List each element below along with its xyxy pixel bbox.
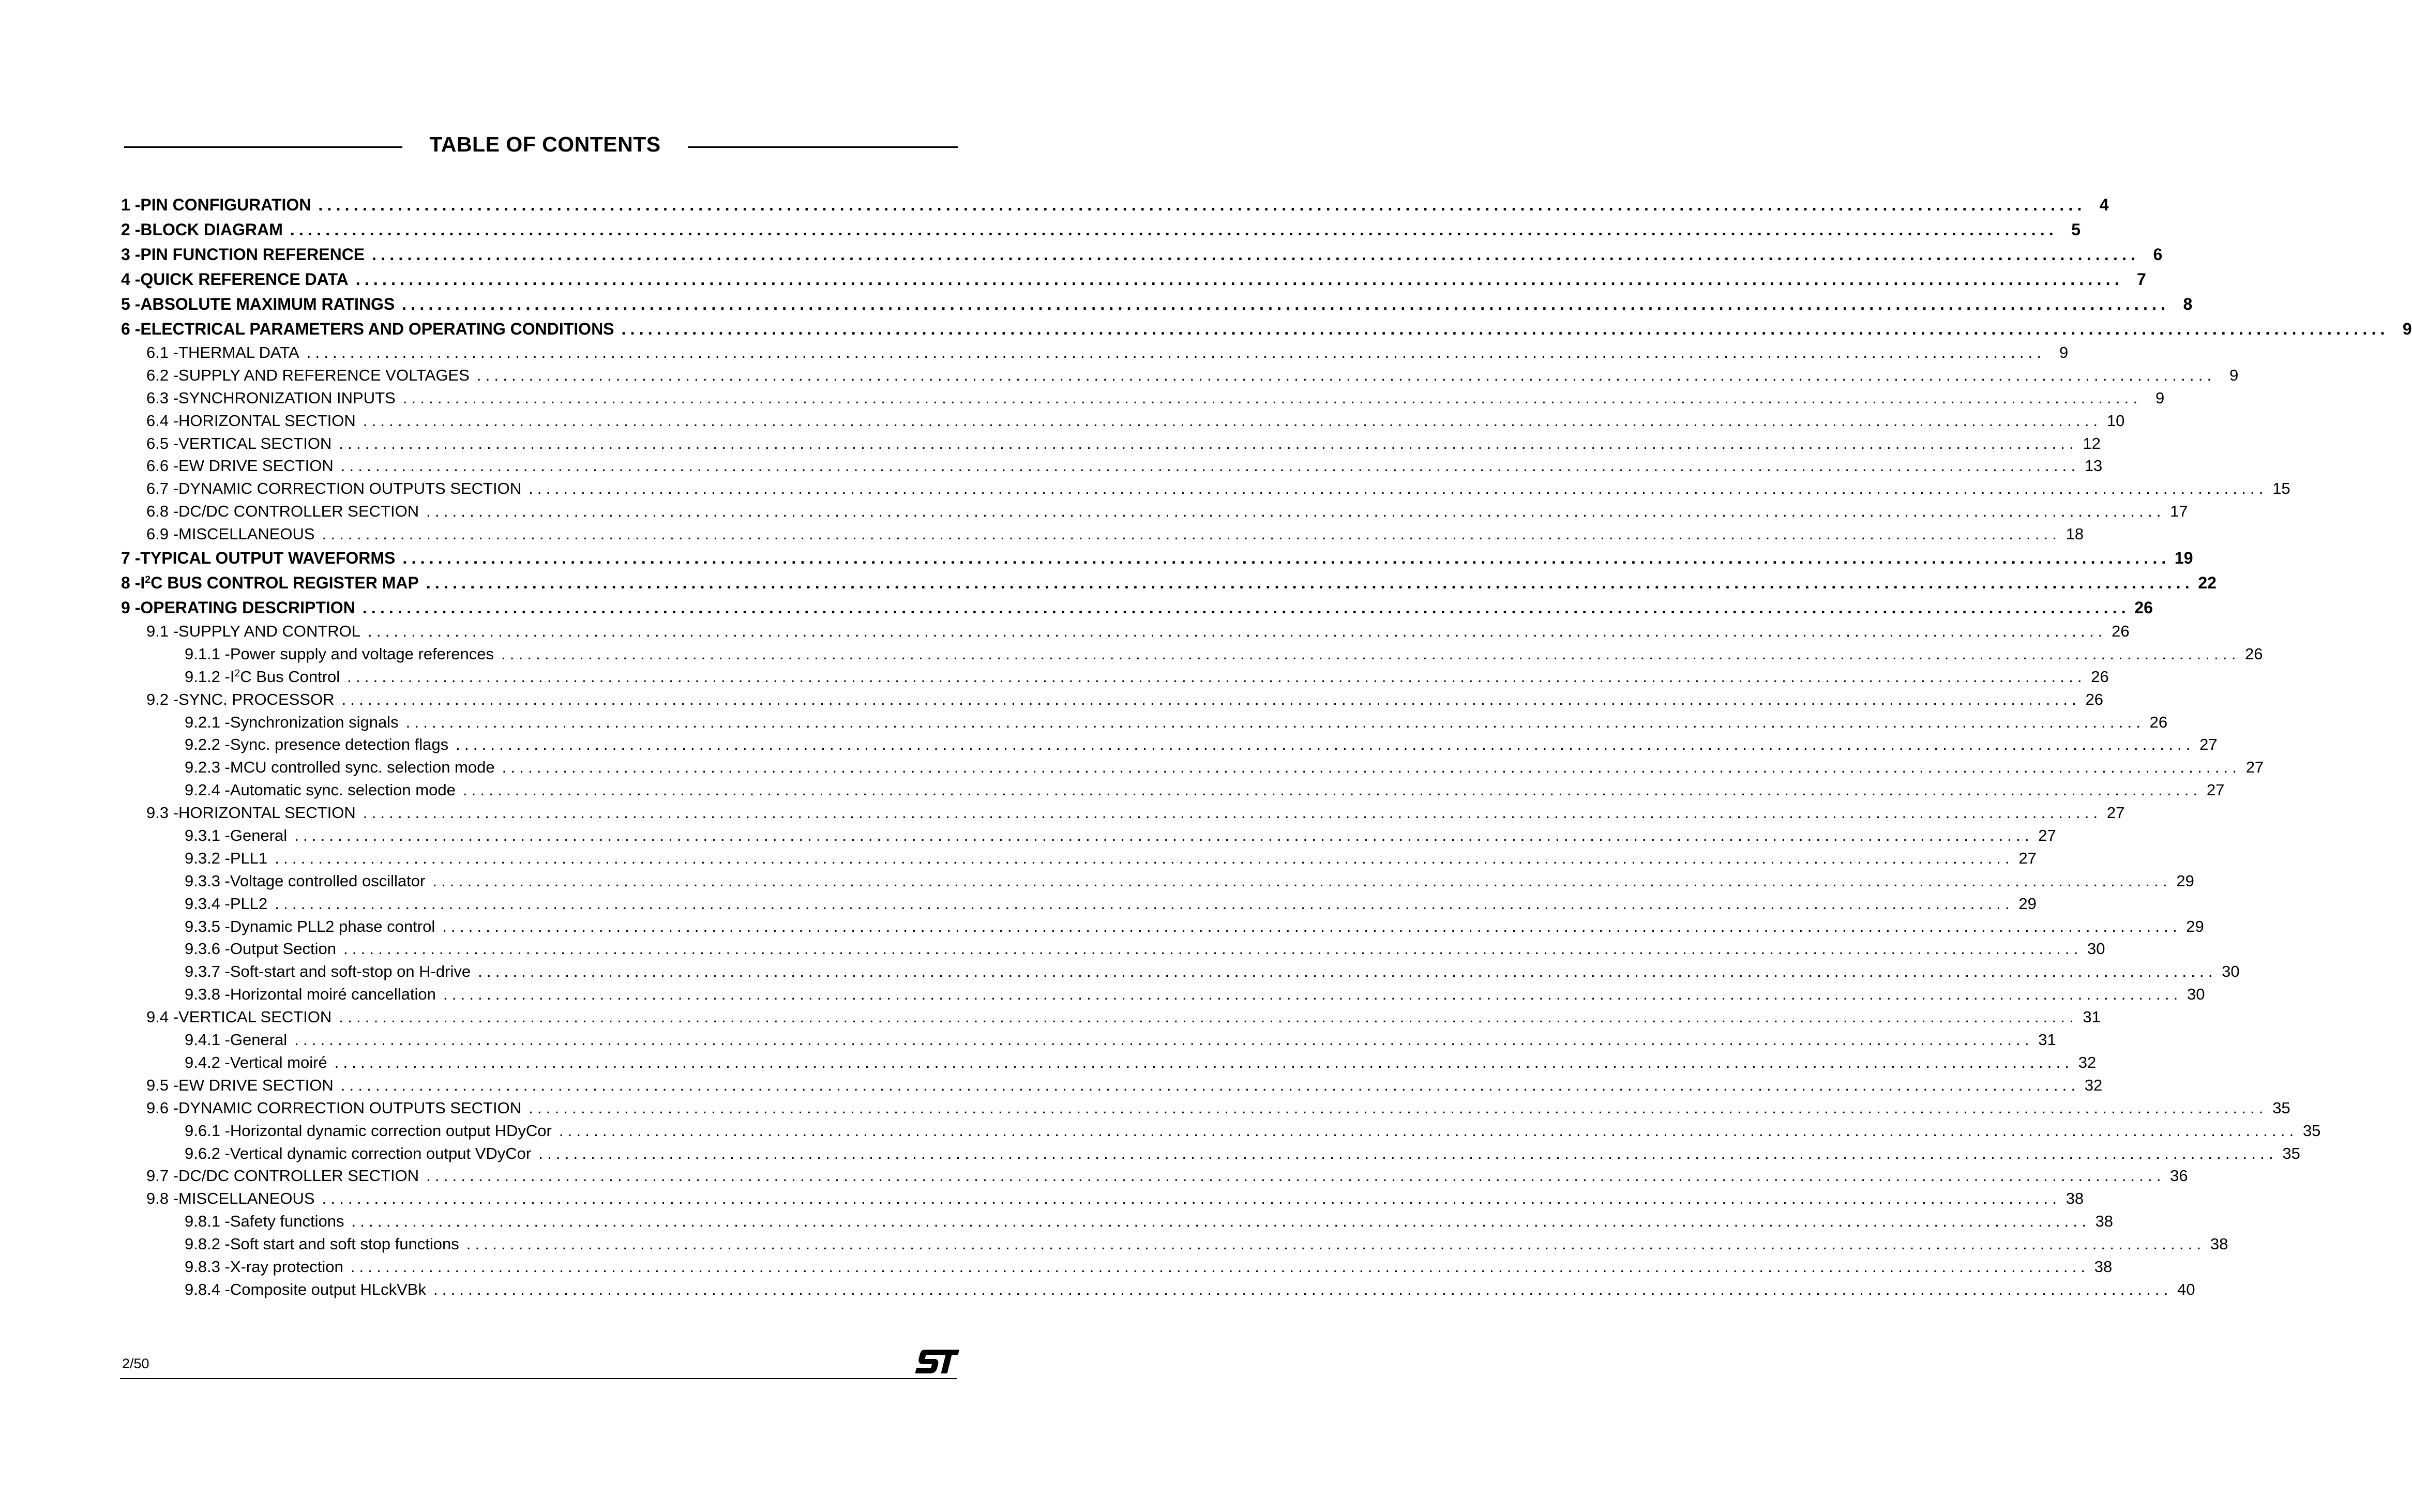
title-rule-left [124,146,402,148]
dot-leader: ........................................................................................................................................................................................................ [339,1008,2078,1026]
toc-entry [146,500,2188,523]
toc-entry-label: 9.2 -SYNC. PROCESSOR [146,690,335,708]
dot-leader: ........................................................................................................................................................................................................ [529,479,2268,498]
toc-entry [121,267,2146,292]
toc-entry [146,802,2125,824]
toc-entry [185,870,2194,893]
toc-entry-label: 9.2.1 -Synchronization signals [185,713,399,731]
toc-entry [185,1029,2056,1051]
toc-entry-page: 30 [2187,985,2205,1004]
toc-entry [146,523,2084,546]
toc-entry-page: 17 [2170,502,2188,521]
toc-entry-page: 29 [2018,894,2037,913]
toc-entry-page: 9 [2229,366,2239,384]
toc-entry-page: 10 [2106,411,2125,430]
toc-entry [146,620,2130,643]
toc-entry [121,192,2109,217]
page-number: 2/50 [122,1356,149,1371]
toc-entry [185,666,2109,688]
dot-leader: ........................................................................................................................................................................................................ [402,388,2142,407]
table-of-contents [0,192,2412,1301]
footer-rule [120,1378,957,1379]
toc-entry-page: 18 [2066,525,2084,543]
toc-entry-label: 6.8 -DC/DC CONTROLLER SECTION [146,502,419,521]
toc-entry-label: 6.5 -VERTICAL SECTION [146,434,332,452]
toc-entry-label: 9.3.3 -Voltage controlled oscillator [185,871,426,890]
dot-leader: ........................................................................................................................................................................................................ [294,826,2033,845]
toc-entry [146,455,2103,477]
toc-entry-label: 9.3.8 -Horizontal moiré cancellation [185,985,436,1004]
toc-entry-label: 9.3.6 -Output Section [185,940,336,958]
toc-entry [146,477,2290,500]
toc-entry-page: 5 [2071,220,2081,239]
toc-entry-page: 29 [2176,871,2194,890]
dot-leader: ........................................................................................................................................................................................................ [402,549,2170,568]
dot-leader: ........................................................................................................................................................................................................ [275,894,2014,913]
toc-entry-label: 9.8.2 -Soft start and soft stop functions [185,1235,459,1253]
toc-entry [146,1165,2188,1187]
toc-entry-label: 9.5 -EW DRIVE SECTION [146,1076,334,1094]
toc-entry-label: 9.8.3 -X-ray protection [185,1257,343,1276]
dot-leader: ........................................................................................................................................................................................................ [462,781,2202,799]
toc-entry [146,688,2104,711]
toc-entry-label: 9.1.1 -Power supply and voltage references [185,644,494,663]
toc-entry-page: 13 [2084,457,2103,475]
superscript: 2 [145,574,151,586]
toc-entry [146,341,2069,364]
toc-entry [185,938,2105,960]
toc-entry [146,1074,2103,1097]
toc-entry-label: 8 $-I^2C$ BUS CONTROL REGISTER MAP [121,573,419,593]
toc-entry-label: 4 -QUICK REFERENCE DATA [121,270,349,289]
toc-entry-page: 30 [2087,940,2105,958]
toc-entry-page: 27 [2018,849,2037,867]
toc-entry-label: 6.3 -SYNCHRONIZATION INPUTS [146,388,396,407]
toc-entry-label: 9.4 -VERTICAL SECTION [146,1008,332,1026]
toc-entry [121,546,2193,570]
dot-leader: ........................................................................................................................................................................................................ [529,1098,2268,1117]
toc-entry [185,711,2168,734]
toc-entry-page: 26 [2112,622,2130,641]
dot-leader: ........................................................................................................................................................................................................ [502,758,2241,777]
dot-leader: ........................................................................................................................................................................................................ [478,962,2217,981]
toc-entry-page: 26 [2091,667,2109,686]
dot-leader: ........................................................................................................................................................................................................ [426,502,2165,521]
toc-entry-label: 1 -PIN CONFIGURATION [121,195,311,214]
dot-leader: ........................................................................................................................................................................................................ [275,849,2014,867]
toc-entry-label: 6.1 -THERMAL DATA [146,343,299,361]
toc-entry-label: 9.7 -DC/DC CONTROLLER SECTION [146,1167,419,1185]
dot-leader: ........................................................................................................................................................................................................ [372,245,2140,264]
toc-entry-label: 6.2 -SUPPLY AND REFERENCE VOLTAGES [146,366,470,384]
dot-leader: ........................................................................................................................................................................................................ [538,1144,2278,1162]
toc-entry-page: 38 [2094,1257,2113,1276]
page-header [124,129,958,162]
toc-entry-label: 9.1.2 $-I^2C$ Bus Control [185,667,340,686]
superscript: 2 [234,668,240,679]
toc-entry-page: 26 [2245,644,2263,663]
toc-entry [146,364,2239,387]
toc-entry-page: 35 [2302,1121,2321,1140]
toc-entry-label: 9.8.4 -Composite output HLckVBk [185,1280,426,1298]
toc-entry-page: 8 [2183,295,2193,313]
dot-leader: ........................................................................................................................................................................................................ [340,1076,2080,1094]
toc-entry-label: 7 -TYPICAL OUTPUT WAVEFORMS [121,549,396,568]
toc-entry-label: 6.7 -DYNAMIC CORRECTION OUTPUTS SECTION [146,479,522,498]
dot-leader: ........................................................................................................................................................................................................ [621,320,2389,338]
toc-entry-label: 9.2.3 -MCU controlled sync. selection mode [185,758,495,777]
toc-entry [185,1120,2321,1142]
toc-entry [185,779,2225,802]
toc-entry-page: 27 [2206,781,2225,799]
dot-leader: ........................................................................................................................................................................................................ [318,195,2086,214]
toc-entry [185,756,2264,779]
toc-entry-label: 9.3 -HORIZONTAL SECTION [146,804,356,822]
dot-leader: ........................................................................................................................................................................................................ [340,457,2080,475]
toc-entry-page: 30 [2222,962,2240,981]
toc-entry [185,915,2204,938]
toc-entry-label: 9.6 -DYNAMIC CORRECTION OUTPUTS SECTION [146,1098,522,1117]
toc-entry-page: 38 [2066,1189,2084,1208]
toc-entry [121,242,2163,267]
dot-leader: ........................................................................................................................................................................................................ [456,735,2195,754]
toc-entry [121,595,2153,620]
dot-leader: ........................................................................................................................................................................................................ [322,1189,2061,1208]
toc-entry [185,1051,2097,1074]
toc-entry-label: 9 -OPERATING DESCRIPTION [121,598,355,617]
dot-leader: ........................................................................................................................................................................................................ [347,667,2086,686]
toc-entry [185,1256,2113,1278]
toc-entry-page: 36 [2170,1167,2188,1185]
toc-entry [185,1210,2114,1233]
toc-entry-page: 32 [2084,1076,2103,1094]
toc-entry [146,432,2101,455]
toc-entry-label: 5 -ABSOLUTE MAXIMUM RATINGS [121,295,395,313]
toc-entry [146,1097,2290,1120]
toc-entry [121,316,2412,341]
toc-entry-page: 12 [2083,434,2101,452]
toc-entry [185,893,2037,915]
toc-entry-label: 9.3.2 -PLL1 [185,849,268,867]
toc-entry [185,1233,2228,1256]
toc-entry-page: 22 [2198,573,2217,593]
toc-entry [146,410,2125,432]
toc-entry-label: 2 -BLOCK DIAGRAM [121,220,283,239]
toc-entry-label: 9.3.5 -Dynamic PLL2 phase control [185,917,435,935]
toc-entry-label: 6.4 -HORIZONTAL SECTION [146,411,356,430]
toc-entry [185,824,2056,847]
toc-entry-page: 9 [2059,343,2069,361]
toc-entry-label: 9.8 -MISCELLANEOUS [146,1189,315,1208]
toc-entry-page: 38 [2210,1235,2228,1253]
page-title: TABLE OF CONTENTS [429,132,661,156]
title-rule-right [688,146,958,148]
dot-leader: ........................................................................................................................................................................................................ [405,713,2145,731]
toc-entry-label: 6.9 -MISCELLANEOUS [146,525,315,543]
toc-entry-page: 26 [2085,690,2104,708]
toc-entry [185,1142,2300,1165]
toc-entry-page: 6 [2153,245,2163,264]
toc-entry-label: 9.3.7 -Soft-start and soft-stop on H-drive [185,962,471,981]
toc-entry [121,570,2217,595]
dot-leader: ........................................................................................................................................................................................................ [350,1257,2090,1276]
dot-leader: ........................................................................................................................................................................................................ [466,1235,2206,1253]
dot-leader: ........................................................................................................................................................................................................ [426,1167,2165,1185]
dot-leader: ........................................................................................................................................................................................................ [341,690,2081,708]
dot-leader: ........................................................................................................................................................................................................ [443,985,2182,1004]
toc-entry-page: 29 [2186,917,2204,935]
toc-entry [185,960,2240,983]
toc-entry-label: 6 -ELECTRICAL PARAMETERS AND OPERATING CONDITIONS [121,320,614,338]
toc-entry-page: 4 [2099,195,2109,214]
toc-entry-page: 26 [2134,598,2153,617]
toc-entry [185,733,2218,756]
toc-entry-label: 9.6.1 -Horizontal dynamic correction output HDyCor [185,1121,552,1140]
dot-leader: ........................................................................................................................................................................................................ [363,411,2102,430]
toc-entry [121,217,2081,242]
toc-entry-page: 38 [2095,1212,2114,1231]
toc-entry-page: 35 [2282,1144,2300,1162]
dot-leader: ........................................................................................................................................................................................................ [433,1280,2173,1298]
dot-leader: ........................................................................................................................................................................................................ [362,598,2130,617]
toc-entry [185,983,2205,1006]
toc-entry-label: 3 -PIN FUNCTION REFERENCE [121,245,365,264]
dot-leader: ........................................................................................................................................................................................................ [368,622,2107,641]
toc-entry-page: 27 [2038,826,2056,845]
dot-leader: ........................................................................................................................................................................................................ [476,366,2216,384]
dot-leader: ........................................................................................................................................................................................................ [334,1053,2074,1071]
toc-entry [185,643,2263,666]
toc-entry [185,847,2037,870]
toc-entry-page: 9 [2402,320,2412,338]
toc-entry [146,1187,2084,1210]
dot-leader: ........................................................................................................................................................................................................ [294,1031,2033,1049]
dot-leader: ........................................................................................................................................................................................................ [322,525,2061,543]
toc-entry-page: 32 [2078,1053,2097,1071]
dot-leader: ........................................................................................................................................................................................................ [339,434,2078,452]
dot-leader: ........................................................................................................................................................................................................ [355,270,2123,289]
toc-entry-label: 9.8.1 -Safety functions [185,1212,344,1231]
dot-leader: ........................................................................................................................................................................................................ [426,573,2194,593]
toc-entry [185,1278,2195,1301]
dot-leader: ........................................................................................................................................................................................................ [559,1121,2298,1140]
dot-leader: ........................................................................................................................................................................................................ [306,343,2046,361]
dot-leader: ........................................................................................................................................................................................................ [363,804,2102,822]
toc-entry-label: 9.6.2 -Vertical dynamic correction output VDyCor [185,1144,532,1162]
toc-entry [121,292,2193,316]
toc-entry-page: 27 [2245,758,2264,777]
toc-entry-label: 9.3.1 -General [185,826,288,845]
toc-entry-page: 19 [2174,549,2193,568]
toc-entry-page: 40 [2177,1280,2195,1298]
dot-leader: ........................................................................................................................................................................................................ [432,871,2172,890]
toc-entry-label: 9.3.4 -PLL2 [185,894,268,913]
dot-leader: ........................................................................................................................................................................................................ [402,295,2170,313]
toc-entry-page: 26 [2149,713,2168,731]
toc-entry-page: 27 [2199,735,2218,754]
toc-entry-label: 9.2.4 -Automatic sync. selection mode [185,781,456,799]
dot-leader: ........................................................................................................................................................................................................ [351,1212,2091,1231]
dot-leader: ........................................................................................................................................................................................................ [290,220,2058,239]
toc-entry-page: 7 [2137,270,2146,289]
dot-leader: ........................................................................................................................................................................................................ [442,917,2181,935]
toc-entry-page: 35 [2272,1098,2290,1117]
toc-entry-page: 31 [2083,1008,2101,1026]
toc-entry-page: 9 [2155,388,2165,407]
toc-entry-label: 9.2.2 -Sync. presence detection flags [185,735,449,754]
toc-entry-label: 6.6 -EW DRIVE SECTION [146,457,334,475]
toc-entry [146,1006,2101,1029]
dot-leader: ........................................................................................................................................................................................................ [343,940,2083,958]
toc-entry [146,387,2165,410]
toc-entry-page: 31 [2038,1031,2056,1049]
toc-entry-page: 15 [2272,479,2290,498]
toc-entry-page: 27 [2106,804,2125,822]
st-logo [912,1348,956,1374]
toc-entry-label: 9.1 -SUPPLY AND CONTROL [146,622,361,641]
dot-leader: ........................................................................................................................................................................................................ [501,644,2240,663]
toc-entry-label: 9.4.1 -General [185,1031,288,1049]
toc-entry-label: 9.4.2 -Vertical moiré [185,1053,327,1071]
